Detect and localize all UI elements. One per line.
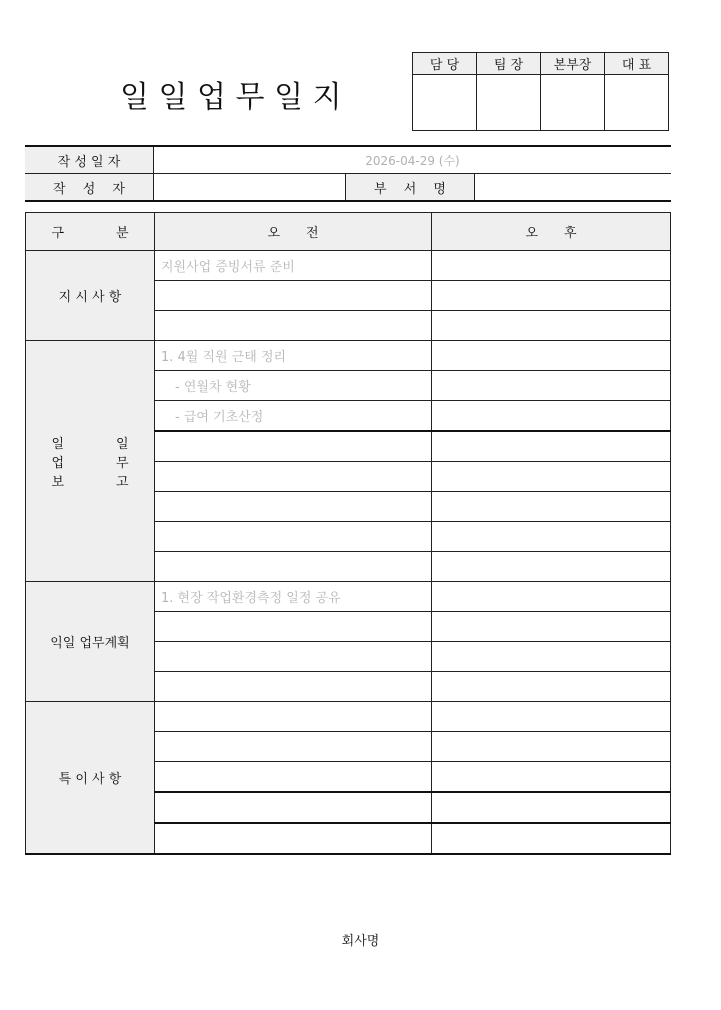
report-pm-4[interactable] (432, 431, 671, 462)
category-special-notes: 특 이 사 항 (26, 702, 155, 854)
report-pm-1[interactable] (432, 341, 671, 371)
plan-pm-1[interactable] (432, 582, 671, 612)
meta-table (25, 145, 671, 202)
plan-am-4[interactable] (155, 672, 432, 702)
instructions-pm-2[interactable] (432, 281, 671, 311)
notes-pm-2[interactable] (432, 732, 671, 762)
instructions-pm-1[interactable] (432, 251, 671, 281)
notes-am-2[interactable] (155, 732, 432, 762)
approval-role-ceo: 대 표 (605, 53, 669, 75)
header-am: 오 전 (155, 213, 432, 251)
dept-field[interactable] (475, 174, 672, 202)
instructions-am-1[interactable]: 지원사업 증빙서류 준비 (155, 251, 432, 281)
notes-am-1[interactable] (155, 702, 432, 732)
daily-report-label-line-1: 일 일 (51, 436, 129, 452)
instructions-am-3[interactable] (155, 311, 432, 341)
report-pm-5[interactable] (432, 462, 671, 492)
author-label: 작 성 자 (25, 174, 154, 202)
category-next-day-plan: 익일 업무계획 (26, 582, 155, 702)
plan-am-2[interactable] (155, 612, 432, 642)
report-pm-8[interactable] (432, 552, 671, 582)
report-am-1[interactable]: 1. 4월 직원 근태 정리 (155, 341, 432, 371)
approval-box (412, 52, 669, 131)
report-am-2[interactable]: - 연월차 현황 (155, 371, 432, 401)
category-daily-report (26, 341, 155, 582)
plan-pm-2[interactable] (432, 612, 671, 642)
daily-report-label-line-3: 보 고 (51, 474, 129, 490)
report-am-6[interactable] (155, 492, 432, 522)
notes-pm-4[interactable] (432, 792, 671, 823)
notes-am-3[interactable] (155, 762, 432, 793)
date-field[interactable]: 2026-04-29 (수) (154, 146, 672, 174)
notes-am-4[interactable] (155, 792, 432, 823)
plan-pm-4[interactable] (432, 672, 671, 702)
daily-report-label-line-2: 업 무 (51, 455, 129, 471)
dept-label: 부 서 명 (346, 174, 475, 202)
document-title: 일 일 업 무 일 지 (120, 80, 342, 115)
approval-sign-team-lead[interactable] (477, 75, 541, 131)
report-pm-2[interactable] (432, 371, 671, 401)
bottom-rule (25, 853, 671, 855)
report-am-8[interactable] (155, 552, 432, 582)
report-am-4[interactable] (155, 431, 432, 462)
author-field[interactable] (154, 174, 346, 202)
approval-sign-staff[interactable] (413, 75, 477, 131)
instructions-pm-3[interactable] (432, 311, 671, 341)
approval-role-team-lead: 팀 장 (477, 53, 541, 75)
report-pm-7[interactable] (432, 522, 671, 552)
report-am-5[interactable] (155, 462, 432, 492)
report-am-7[interactable] (155, 522, 432, 552)
notes-pm-3[interactable] (432, 762, 671, 793)
notes-pm-5[interactable] (432, 823, 671, 854)
category-instructions: 지 시 사 항 (26, 251, 155, 341)
header-category: 구 분 (26, 213, 155, 251)
plan-am-1[interactable]: 1. 현장 작업환경측정 일정 공유 (155, 582, 432, 612)
approval-sign-division-head[interactable] (541, 75, 605, 131)
approval-role-staff: 담 당 (413, 53, 477, 75)
plan-am-3[interactable] (155, 642, 432, 672)
report-am-3[interactable]: - 급여 기초산정 (155, 401, 432, 432)
notes-pm-1[interactable] (432, 702, 671, 732)
notes-am-5[interactable] (155, 823, 432, 854)
date-label: 작 성 일 자 (25, 146, 154, 174)
report-pm-3[interactable] (432, 401, 671, 432)
report-table (25, 212, 671, 854)
approval-role-division-head: 본부장 (541, 53, 605, 75)
company-name: 회사명 (341, 934, 380, 949)
approval-sign-ceo[interactable] (605, 75, 669, 131)
report-pm-6[interactable] (432, 492, 671, 522)
instructions-am-2[interactable] (155, 281, 432, 311)
header-pm: 오 후 (432, 213, 671, 251)
plan-pm-3[interactable] (432, 642, 671, 672)
